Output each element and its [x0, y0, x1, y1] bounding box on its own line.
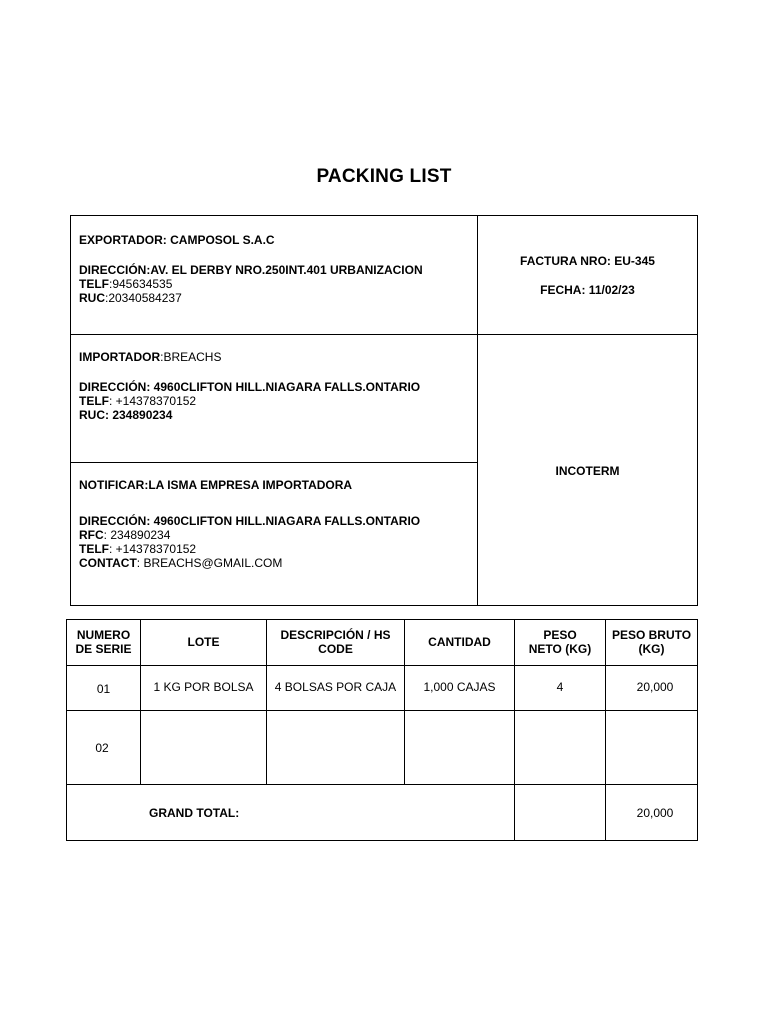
col-header-descripcion: DESCRIPCIÓN / HS CODE: [280, 628, 391, 656]
invoice-date: FECHA: 11/02/23: [540, 283, 635, 297]
row1-peso-bruto: 20,000: [636, 680, 674, 694]
grand-total-value: 20,000: [636, 806, 674, 820]
col-header-cantidad: CANTIDAD: [428, 635, 491, 649]
importer-address: DIRECCIÓN: 4960CLIFTON HILL.NIAGARA FALLS.ONTARIO: [79, 380, 421, 394]
exporter-ruc: RUC:20340584237: [79, 291, 182, 305]
items-line-row2: [67, 784, 697, 785]
col-header-peso-neto: PESO NETO (KG): [528, 628, 592, 656]
incoterm-label: INCOTERM: [555, 464, 620, 478]
row1-lote: 1 KG POR BOLSA: [153, 680, 254, 694]
header-info-table: [70, 215, 698, 606]
header-divider-row1: [71, 334, 697, 335]
notify-rfc: RFC: 234890234: [79, 528, 171, 542]
row1-descripcion: 4 BOLSAS POR CAJA: [274, 680, 397, 694]
exporter-address: DIRECCIÓN:AV. EL DERBY NRO.250INT.401 URBANIZACION: [79, 263, 423, 277]
row2-serie: 02: [95, 741, 109, 755]
invoice-section: [478, 254, 697, 297]
col-header-serie: NUMERO DE SERIE: [75, 628, 132, 656]
col-header-lote: LOTE: [187, 635, 220, 649]
items-table: [66, 619, 698, 841]
importer-ruc: RUC: 234890234: [79, 408, 173, 422]
items-line-header: [67, 665, 697, 666]
exporter-telf: TELF:945634535: [79, 277, 173, 291]
invoice-number: FACTURA NRO: EU-345: [520, 254, 655, 268]
header-divider-row2: [71, 462, 477, 463]
page-title: PACKING LIST: [316, 166, 452, 187]
importer-section: [79, 350, 474, 422]
row1-peso-neto: 4: [556, 680, 564, 694]
grand-total-label: GRAND TOTAL:: [149, 806, 240, 820]
importer-telf: TELF: +14378370152: [79, 394, 197, 408]
exporter-section: [79, 233, 474, 305]
exporter-name: EXPORTADOR: CAMPOSOL S.A.C: [79, 233, 275, 247]
notify-contact: CONTACT: BREACHS@GMAIL.COM: [79, 556, 283, 570]
notify-address: DIRECCIÓN: 4960CLIFTON HILL.NIAGARA FALLS.ONTARIO: [79, 514, 421, 528]
importer-name: IMPORTADOR:BREACHS: [79, 350, 222, 364]
notify-name: NOTIFICAR:LA ISMA EMPRESA IMPORTADORA: [79, 478, 353, 492]
items-line-row1: [67, 710, 697, 711]
row1-cantidad: 1,000 CAJAS: [423, 680, 496, 694]
notify-section: [79, 478, 474, 570]
col-header-peso-bruto: PESO BRUTO (KG): [611, 628, 692, 656]
notify-telf: TELF: +14378370152: [79, 542, 197, 556]
row1-serie: 01: [96, 682, 111, 696]
